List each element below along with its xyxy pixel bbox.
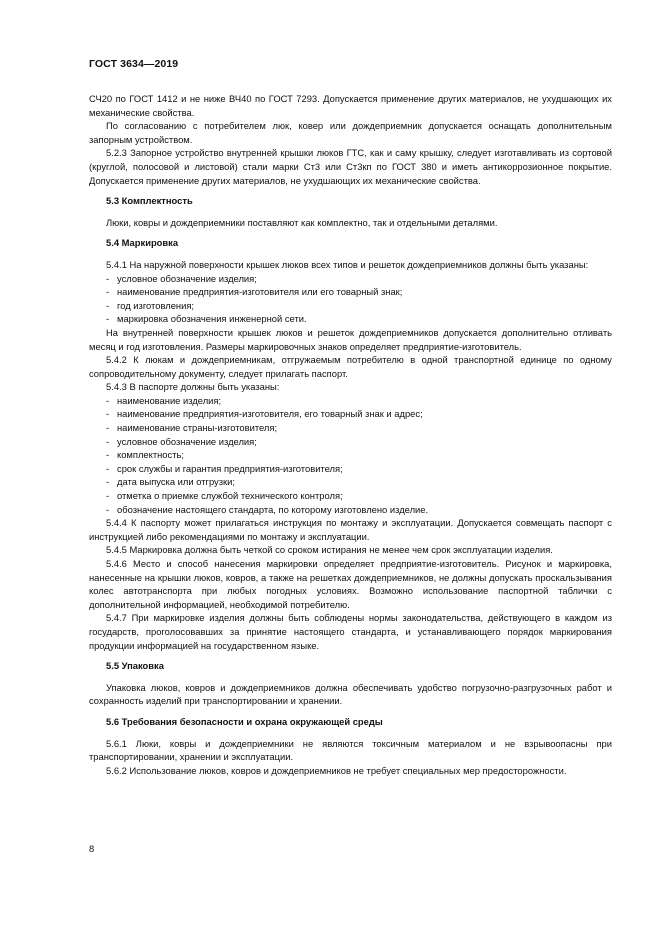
paragraph-5-4-2: 5.4.2 К люкам и дождеприемникам, отгружаемым потребителю в одной транспортной единице по одному сопроводительному документу, следует прилагать паспорт.	[89, 354, 612, 379]
paragraph: Люки, ковры и дождеприемники поставляют как комплектно, так и отдельными деталями.	[106, 216, 498, 228]
list-item: - срок службы и гарантия предприятия-изготовителя;	[106, 462, 343, 474]
section-heading-5-5: 5.5 Упаковка	[106, 660, 164, 672]
paragraph-5-6-2: 5.6.2 Использование люков, ковров и дождеприемников не требует специальных мер предосторожности.	[106, 764, 567, 776]
list-item: - наименование изделия;	[106, 394, 222, 406]
passport-list	[89, 394, 612, 516]
list-item: - наименование страны-изготовителя;	[106, 422, 278, 434]
paragraph: СЧ20 по ГОСТ 1412 и не ниже ВЧ40 по ГОСТ 7293. Допускается применение других материалов, не ухудшающих их механические свойства.	[89, 93, 612, 118]
list-item: - год изготовления;	[106, 299, 194, 311]
paragraph-5-4-3: 5.4.3 В паспорте должны быть указаны:	[106, 381, 280, 393]
list-item: - условное обозначение изделия;	[106, 435, 257, 447]
paragraph: Упаковка люков, ковров и дождеприемников должна обеспечивать удобство погрузочно-разгрузочных работ и сохранность изделий при транспортировании и хранении.	[89, 681, 612, 707]
list-item: - отметка о приемке службой технического контроля;	[106, 490, 343, 502]
list-item: - дата выпуска или отгрузки;	[106, 476, 235, 488]
paragraph: По согласованию с потребителем люк, ковер или дождеприемник допускается оснащать дополнительным запорным устройством.	[89, 120, 612, 145]
list-item: - наименование предприятия-изготовителя или его товарный знак;	[106, 286, 403, 298]
list-item: - обозначение настоящего стандарта, по которому изготовлено изделие.	[106, 503, 429, 515]
list-item: - наименование предприятия-изготовителя, его товарный знак и адрес;	[106, 408, 423, 420]
list-item: - комплектность;	[106, 449, 184, 461]
marking-list	[89, 272, 612, 326]
paragraph-5-4-7: 5.4.7 При маркировке изделия должны быть соблюдены нормы законодательства, действующего в каждом из государств, проголосовавших за принятие настоящего стандарта, и устанавливающего порядок маркирования продукции информацией на государственном языке.	[89, 612, 612, 651]
paragraph-5-4-1: 5.4.1 На наружной поверхности крышек люков всех типов и решеток дождеприемников должны быть указаны:	[106, 258, 589, 270]
page-number: 8	[89, 843, 95, 854]
section-heading-5-4: 5.4 Маркировка	[106, 237, 179, 249]
paragraph-5-4-5: 5.4.5 Маркировка должна быть четкой со сроком истирания не менее чем срок эксплуатации изделия.	[106, 544, 553, 556]
paragraph-5-6-1: 5.6.1 Люки, ковры и дождеприемники не являются токсичным материалом и не взрывоопасны при транспортировании, хранении и эксплуатации.	[89, 737, 612, 763]
section-heading-5-6: 5.6 Требования безопасности и охрана окружающей среды	[106, 715, 383, 727]
list-item: - маркировка обозначения инженерной сети.	[106, 313, 307, 325]
running-header: ГОСТ 3634—2019	[89, 58, 179, 70]
paragraph-5-2-3: 5.2.3 Запорное устройство внутренней крышки люков ГТС, как и саму крышку, следует изготавливать из сортовой (круглой, полосовой и листовой) стали марки Ст3 или Ст3кп по ГОСТ 380 и иметь антикоррозионное покрытие. Допускается применение других материалов, не ухудшающих их механические свойства.	[89, 147, 612, 186]
section-heading-5-3: 5.3 Комплектность	[106, 195, 193, 207]
paragraph: На внутренней поверхности крышек люков и решеток дождеприемников допускается дополнительно отливать месяц и год изготовления. Размеры маркировочных знаков определяет предприятие-изготовитель.	[89, 326, 612, 352]
paragraph-5-4-4: 5.4.4 К паспорту может прилагаться инструкция по монтажу и эксплуатации. Допускается совмещать паспорт с инструкцией либо рекомендациями по монтажу и эксплуатации.	[89, 517, 612, 542]
paragraph-5-4-6: 5.4.6 Место и способ нанесения маркировки определяет предприятие-изготовитель. Рисунок и маркировка, нанесенные на крышки люков, ковров, а также на решетках дождеприемников, не должны допускать проскальзывания колес автотранспорта при любых погодных условиях. Возможно использование паспортной таблички с дополнительной информацией, необходимой потребителю.	[89, 558, 612, 610]
list-item: - условное обозначение изделия;	[106, 272, 257, 284]
document-body	[89, 92, 612, 777]
